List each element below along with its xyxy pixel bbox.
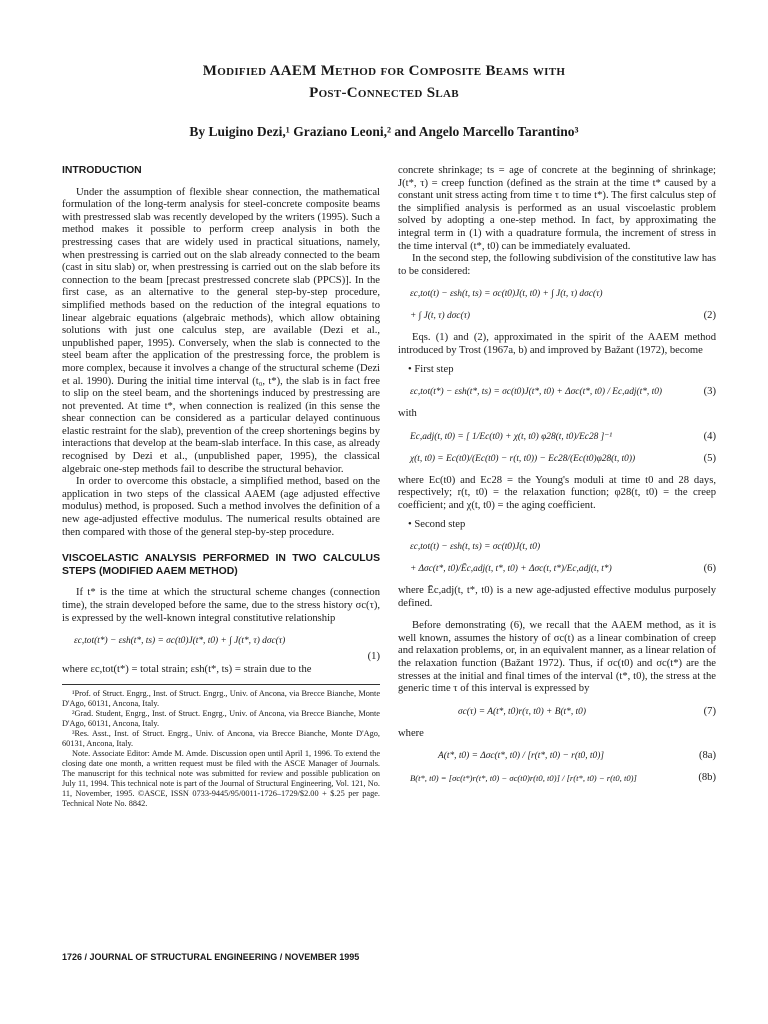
equation-8a-number: (8a) bbox=[698, 750, 716, 762]
intro-paragraph-1: Under the assumption of flexible shear connection, the mathematical formulation of the long-term analysis for steel-concrete composite beams with prestressed slab was recently developed by the writers (1995). Such a method makes it possible to perform creep analysis in both the prestressing cases that are widely used in practical situations, namely, when prestressing is carried out on the slab already connected to the beam (cast in situ slab) or, when prestressing is carried out on the slab before its connection to the beam [precast prestressed concrete slab (PPCS)]. In the first case, as an alternative to the general step-by-step procedure, simplified methods based on the reduction of the integral equations to linear algebraic equations (algebraic methods), which allow obtaining solutions with just one calculus step, are available (Dezi et al., unpublished paper, 1995). Conversely, when the slab is connected to the steel beam after the application of the prestressing force, the problem is more complex, because it involves a change of the structural scheme (Dezi et al. 1990). During the initial time interval (t₀, t*), the slab is in fact free to slip on the steel beam, and the shortenings induced by prestressing are not prevented. At time t*, when connection is realized (in this sense the shear connection can be considered as a particular delayed continuous elastic restraint for the slab), prevention of the creep shortenings begins by interactions that develop at the beam-slab interface. In this case, as already recognised by Dezi et al., (unpublished paper, 1995), the classical algebraic one-step methods fail to describe the structural behavior. bbox=[62, 186, 380, 475]
equation-6a bbox=[398, 541, 716, 553]
equation-5-body: χ(t, t0) = Ec(t0)/(Ec(t0) − r(t, t0)) − Ec28/(Ec(t0)φ28(t, t0)) bbox=[410, 453, 636, 464]
footnote-note: Note. Associate Editor: Amde M. Amde. Discussion open until April 1, 1996. To extend the closing date one month, a written request must be filed with the ASCE Manager of Journals. The manuscript for this technical note was submitted for review and possible publication on July 11, 1994. This technical note is part of the Journal of Structural Engineering, Vol. 121, No. 11, November, 1995. ©ASCE, ISSN 0733-9445/95/0011-1726–1729/$2.00 + $.25 per page. Technical Note No. 8842. bbox=[62, 749, 380, 809]
equation-7 bbox=[398, 706, 716, 718]
equation-7-number: (7) bbox=[703, 705, 716, 717]
intro-heading: INTRODUCTION bbox=[62, 165, 142, 176]
equation-8b bbox=[398, 772, 716, 784]
title-line-1: Modified AAEM Method for Composite Beams with bbox=[202, 63, 566, 79]
equation-2b-body: + ∫ J(t, τ) dσc(τ) bbox=[410, 311, 471, 322]
right-paragraph-4: where Ec(t0) and Ec28 = the Young's moduli at time t0 and 28 days, respectively; r(t, t0) = the relaxation function; φ28(t, t0) = the creep coefficient; and χ(t, t0) = the aging coefficient. bbox=[398, 474, 716, 511]
page-footer: 1726 / JOURNAL OF STRUCTURAL ENGINEERING / NOVEMBER 1995 bbox=[62, 952, 360, 962]
intro-paragraph-2: In order to overcome this obstacle, a simplified method, based on the application in two steps of the classical AAEM (age adjusted effective modulus) method, is proposed. Such a method involves the definition of a new age-adjusted effective modulus. The numerical results obtained are then compared with those of the general step-by-step procedure. bbox=[62, 476, 380, 538]
equation-6b-body: + Δσc(t*, t0)/Ēc,adj(t, t*, t0) + Δσc(t, t*)/Ec,adj(t, t*) bbox=[410, 564, 612, 575]
title-line-2: Post-Connected Slab bbox=[309, 85, 459, 101]
equation-8b-number: (8b) bbox=[698, 772, 716, 784]
equation-5 bbox=[398, 453, 716, 465]
equation-1-body: εc,tot(t*) − εsh(t*, ts) = σc(t0)J(t*, t0) + ∫ J(t*, τ) dσc(τ) bbox=[74, 636, 286, 647]
bullet-second-step: • Second step bbox=[408, 518, 466, 530]
equation-2-number: (2) bbox=[703, 310, 716, 322]
where-line-1: where εc,tot(t*) = total strain; εsh(t*, ts) = strain due to the bbox=[62, 663, 312, 675]
equation-4-number: (4) bbox=[703, 430, 716, 442]
footnote-3: ³Res. Asst., Inst. of Struct. Engrg., Univ. of Ancona, via Brecce Bianche, Monte D'Ago, 60131, Ancona, Italy. bbox=[62, 729, 380, 749]
paper-title bbox=[0, 60, 768, 104]
right-column bbox=[398, 165, 716, 794]
right-paragraph-2: In the second step, the following subdivision of the constitutive law has to be considered: bbox=[398, 253, 716, 277]
viscoelastic-heading: VISCOELASTIC ANALYSIS PERFORMED IN TWO CALCULUS STEPS (MODIFIED AAEM METHOD) bbox=[62, 553, 380, 577]
equation-4 bbox=[398, 431, 716, 443]
right-paragraph-5: where Ēc,adj(t, t*, t0) is a new age-adjusted effective modulus purposely defined. bbox=[398, 585, 716, 609]
bullet-first-step: • First step bbox=[408, 363, 454, 375]
equation-6a-body: εc,tot(t) − εsh(t, ts) = σc(t0)J(t, t0) bbox=[410, 542, 541, 553]
authors: By Luigino Dezi,¹ Graziano Leoni,² and Angelo Marcello Tarantino³ bbox=[189, 124, 579, 139]
with-label: with bbox=[398, 408, 417, 420]
equation-8a-body: A(t*, t0) = Δσc(t*, t0) / [r(t*, t0) − r(t0, t0)] bbox=[438, 751, 604, 762]
left-column bbox=[62, 165, 380, 809]
viscoelastic-paragraph-1: If t* is the time at which the structural scheme changes (connection time), the strain developed before the same, due to the stress history σc(τ), is expressed by the well-known integral constitutive relationship bbox=[62, 587, 380, 624]
equation-2a bbox=[398, 288, 716, 300]
equation-2a-body: εc,tot(t) − εsh(t, ts) = σc(t0)J(t, t0) + ∫ J(t, τ) dσc(τ) bbox=[410, 289, 603, 300]
right-paragraph-3: Eqs. (1) and (2), approximated in the spirit of the AAEM method introduced by Trost (1967a, b) and improved by Bažant (1972), become bbox=[398, 332, 716, 356]
where-label-2: where bbox=[398, 727, 424, 739]
equation-5-number: (5) bbox=[703, 452, 716, 464]
footnote-2: ²Grad. Student, Engrg., Inst. of Struct. Engrg., Univ. of Ancona, via Brecce Bianche, Monte D'Ago, 60131, Ancona, Italy. bbox=[62, 709, 380, 729]
equation-3-number: (3) bbox=[703, 386, 716, 398]
equation-1 bbox=[62, 635, 380, 647]
equation-8b-body: B(t*, t0) = [σc(t*)r(t*, t0) − σc(t0)r(t0, t0)] / [r(t*, t0) − r(t0, t0)] bbox=[410, 773, 637, 784]
equation-3-body: εc,tot(t*) − εsh(t*, ts) = σc(t0)J(t*, t0) + Δσc(t*, t0) / Ec,adj(t*, t0) bbox=[410, 387, 662, 398]
right-paragraph-6: Before demonstrating (6), we recall that the AAEM method, as it is well known, assumes the history of σc(t) as a linear combination of creep and relaxation problems, or, in an equivalent manner, as a linear relation of the relaxation function (Bažant 1972). Thus, if σc(t0) and σc(t*) are the stresses at the initial and final times of the interval (t*, t0), the stress at the generic time τ of this interval is expressed by bbox=[398, 620, 716, 695]
equation-8a bbox=[398, 750, 716, 762]
equation-1-number: (1) bbox=[367, 651, 380, 663]
footnotes bbox=[62, 684, 380, 809]
footnote-1: ¹Prof. of Struct. Engrg., Inst. of Struct. Engrg., Univ. of Ancona, via Brecce Bianche, Monte D'Ago, 60131, Ancona, Italy. bbox=[62, 689, 380, 709]
equation-4-body: Ec,adj(t, t0) = [ 1/Ec(t0) + χ(t, t0) φ28(t, t0)/Ec28 ]⁻¹ bbox=[410, 431, 613, 442]
equation-6b bbox=[398, 563, 716, 575]
right-paragraph-1: concrete shrinkage; ts = age of concrete at the beginning of shrinkage; J(t*, τ) = creep function (defined as the strain at the time t* caused by a constant unit stress acting from time τ to time t*). The first calculus step of the simplified analysis is performed as an usual viscoelastic problem solved by adopting a one-step method. In fact, by approximating the integral term in (1) with a quadrature formula, the increment of stress in the time interval (t*, t0) can be immediately evaluated. bbox=[398, 165, 716, 252]
equation-2b bbox=[398, 310, 716, 322]
equation-3 bbox=[398, 386, 716, 398]
equation-7-body: σc(τ) = A(t*, t0)r(τ, t0) + B(t*, t0) bbox=[458, 706, 586, 717]
equation-6-number: (6) bbox=[703, 563, 716, 575]
